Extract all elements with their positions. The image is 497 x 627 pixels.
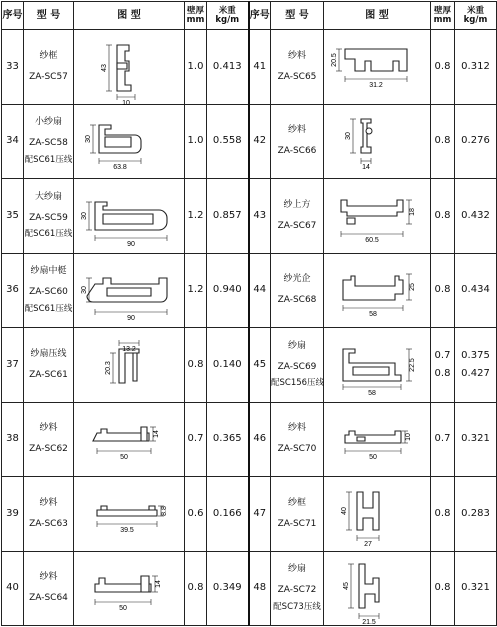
thickness-cell	[185, 253, 207, 328]
profile-code: ZA-SC60	[29, 287, 68, 298]
thickness-value: 1.2	[187, 284, 204, 296]
thickness-cell	[185, 328, 207, 403]
profile-name: 小纱扇	[34, 117, 62, 128]
header-thickness-unit-2: mm	[433, 14, 452, 25]
profile-code: ZA-SC59	[29, 212, 68, 223]
model-cell	[24, 104, 74, 179]
seq-number: 37	[2, 328, 24, 403]
profile-section-svg	[79, 331, 179, 399]
header-weight	[207, 2, 249, 30]
thickness-value: 0.8	[434, 209, 451, 221]
profile-drawing	[74, 30, 185, 105]
svg-text:58: 58	[369, 311, 377, 319]
table-row	[2, 328, 497, 403]
seq-number: 43	[249, 179, 271, 254]
profile-code: ZA-SC71	[277, 518, 317, 529]
svg-text:31.2: 31.2	[369, 81, 383, 89]
svg-text:20.5: 20.5	[331, 52, 338, 67]
model-cell	[271, 253, 324, 328]
model-cell	[24, 477, 74, 552]
svg-text:30: 30	[85, 135, 92, 144]
table-row	[2, 402, 497, 477]
svg-text:30: 30	[345, 132, 352, 141]
thickness-cell	[431, 402, 455, 477]
seq-number: 46	[249, 402, 271, 477]
header-row	[2, 2, 497, 30]
thickness-cell	[185, 30, 207, 105]
header-seq: 序号	[2, 2, 24, 30]
profile-drawing	[74, 477, 185, 552]
header-weight-unit-2: kg/m	[463, 14, 488, 25]
svg-text:45: 45	[343, 582, 350, 591]
svg-text:14: 14	[155, 580, 162, 589]
seq-number: 35	[2, 179, 24, 254]
header-thickness-label-2: 壁厚	[433, 5, 451, 16]
thickness-value: 0.7	[434, 349, 451, 361]
profile-section-svg	[79, 256, 179, 324]
svg-text:50: 50	[369, 454, 377, 462]
model-cell	[24, 402, 74, 477]
profile-section-svg	[327, 480, 427, 548]
weight-value: 0.276	[461, 135, 490, 147]
model-cell	[24, 179, 74, 254]
svg-text:58: 58	[368, 389, 376, 397]
svg-text:14: 14	[153, 430, 160, 439]
svg-text:50: 50	[120, 454, 128, 462]
svg-text:90: 90	[127, 240, 135, 248]
thickness-value: 0.8	[434, 367, 451, 379]
weight-value: 0.283	[461, 507, 490, 519]
profile-section-svg	[327, 33, 427, 101]
svg-text:25: 25	[409, 283, 416, 292]
profile-drawing	[74, 253, 185, 328]
table-row	[2, 477, 497, 552]
weight-value: 0.857	[212, 209, 242, 221]
thickness-cell	[185, 104, 207, 179]
weight-value: 0.558	[212, 135, 242, 147]
profile-code: ZA-SC66	[277, 146, 317, 157]
thickness-value: 0.7	[187, 433, 204, 445]
weight-value: 0.434	[461, 284, 490, 296]
weight-value: 0.375	[461, 349, 490, 361]
profile-section-svg	[327, 331, 427, 399]
thickness-value: 1.0	[187, 60, 204, 72]
model-cell	[271, 402, 324, 477]
profile-code: ZA-SC61	[29, 369, 68, 380]
weight-cell	[207, 551, 249, 626]
profile-section-svg	[327, 107, 427, 175]
seq-number: 34	[2, 104, 24, 179]
model-cell	[271, 30, 324, 105]
svg-text:50: 50	[119, 605, 127, 613]
model-cell	[24, 30, 74, 105]
thickness-value: 0.8	[434, 507, 451, 519]
profile-drawing	[324, 104, 431, 179]
profile-drawing	[74, 551, 185, 626]
thickness-value: 0.7	[434, 433, 451, 445]
thickness-value: 1.0	[187, 135, 204, 147]
profile-code: ZA-SC64	[29, 593, 68, 604]
profile-code: ZA-SC65	[277, 71, 317, 82]
thickness-cell	[431, 328, 455, 403]
profile-name: 纱料	[287, 50, 306, 61]
svg-text:20.3: 20.3	[105, 360, 112, 375]
svg-text:39.5: 39.5	[120, 526, 134, 534]
profile-drawing	[324, 551, 431, 626]
seq-number: 42	[249, 104, 271, 179]
header-thickness-unit: mm	[186, 14, 205, 25]
table-row	[2, 179, 497, 254]
thickness-cell	[431, 551, 455, 626]
thickness-cell	[431, 30, 455, 105]
weight-cell	[455, 30, 497, 105]
weight-cell	[455, 253, 497, 328]
profile-section-svg	[327, 405, 427, 473]
svg-text:14: 14	[362, 164, 370, 172]
svg-text:30: 30	[81, 286, 88, 295]
seq-number: 48	[249, 551, 271, 626]
seq-number: 33	[2, 30, 24, 105]
weight-cell	[207, 328, 249, 403]
profile-name: 纱扇中梃	[30, 266, 67, 277]
weight-cell	[207, 104, 249, 179]
weight-cell	[455, 477, 497, 552]
header-weight-unit: kg/m	[215, 14, 240, 25]
profile-code: ZA-SC72	[277, 585, 317, 596]
profile-drawing	[324, 30, 431, 105]
weight-value: 0.321	[461, 582, 490, 594]
profile-section-svg	[79, 554, 179, 622]
table-row	[2, 104, 497, 179]
profile-name: 大纱扇	[34, 191, 62, 202]
svg-text:10: 10	[405, 433, 412, 442]
profile-drawing	[324, 402, 431, 477]
profile-note: 配SC61压线	[24, 303, 73, 314]
weight-value: 0.312	[461, 60, 490, 72]
svg-text:30: 30	[81, 211, 88, 220]
weight-cell	[455, 328, 497, 403]
svg-text:18: 18	[409, 207, 416, 216]
model-cell	[24, 551, 74, 626]
profile-section-svg	[79, 182, 179, 250]
header-weight-label-2: 米重	[466, 5, 484, 16]
profile-name: 纱料	[39, 423, 58, 434]
profile-note: 配SC73压线	[273, 601, 321, 612]
profile-section-svg	[327, 554, 427, 627]
weight-value: 0.365	[212, 433, 242, 445]
thickness-cell	[431, 104, 455, 179]
profile-name: 纱扇	[287, 340, 306, 351]
svg-text:43: 43	[101, 63, 108, 72]
thickness-cell	[185, 551, 207, 626]
thickness-value: 1.2	[187, 209, 204, 221]
header-thickness-2	[431, 2, 455, 30]
profile-code: ZA-SC63	[29, 518, 68, 529]
weight-cell	[207, 253, 249, 328]
weight-value: 0.349	[212, 582, 242, 594]
table-row	[2, 253, 497, 328]
seq-number: 41	[249, 30, 271, 105]
profile-code: ZA-SC68	[277, 295, 317, 306]
weight-value: 0.432	[461, 209, 490, 221]
model-cell	[271, 551, 324, 626]
weight-value: 0.427	[461, 367, 490, 379]
weight-value: 0.140	[212, 358, 242, 370]
table-row	[2, 30, 497, 105]
model-cell	[24, 328, 74, 403]
profile-name: 纱光企	[283, 274, 311, 285]
profile-code: ZA-SC62	[29, 444, 68, 455]
profile-name: 纱框	[287, 497, 306, 508]
profile-note: 配SC61压线	[24, 229, 73, 240]
thickness-value: 0.8	[187, 358, 204, 370]
profile-name: 纱料	[287, 125, 306, 136]
weight-value: 0.940	[212, 284, 242, 296]
profile-name: 纱料	[39, 572, 58, 583]
thickness-value: 0.8	[434, 284, 451, 296]
header-model: 型 号	[24, 2, 74, 30]
profile-section-svg	[79, 107, 179, 175]
svg-text:8.8: 8.8	[161, 505, 168, 516]
seq-number: 40	[2, 551, 24, 626]
thickness-value: 0.8	[434, 135, 451, 147]
model-cell	[271, 328, 324, 403]
header-model-2: 型 号	[271, 2, 324, 30]
thickness-value: 0.6	[187, 507, 204, 519]
table-body	[2, 30, 497, 626]
profile-name: 纱上方	[283, 199, 311, 210]
profile-section-svg	[327, 256, 427, 324]
model-cell	[24, 253, 74, 328]
profile-section-svg	[79, 33, 179, 107]
thickness-value: 0.8	[434, 582, 451, 594]
svg-text:60.5: 60.5	[365, 236, 379, 244]
model-cell	[271, 179, 324, 254]
profile-drawing	[324, 477, 431, 552]
table-row	[2, 551, 497, 626]
profile-drawing	[74, 104, 185, 179]
model-cell	[271, 477, 324, 552]
header-weight-2	[455, 2, 497, 30]
profile-drawing	[324, 328, 431, 403]
thickness-cell	[185, 477, 207, 552]
svg-text:10: 10	[122, 99, 130, 107]
profile-drawing	[74, 328, 185, 403]
profile-drawing	[74, 179, 185, 254]
profile-name: 纱料	[287, 423, 306, 434]
seq-number: 44	[249, 253, 271, 328]
weight-value: 0.321	[461, 433, 490, 445]
svg-text:13.2: 13.2	[122, 345, 136, 353]
seq-number: 39	[2, 477, 24, 552]
weight-value: 0.166	[212, 507, 242, 519]
profile-code: ZA-SC57	[29, 71, 68, 82]
svg-text:40: 40	[341, 506, 348, 515]
profile-name: 纱框	[39, 50, 58, 61]
thickness-cell	[431, 253, 455, 328]
weight-cell	[455, 179, 497, 254]
thickness-cell	[185, 179, 207, 254]
svg-text:22.5: 22.5	[409, 357, 416, 372]
thickness-value: 0.8	[187, 582, 204, 594]
seq-number: 45	[249, 328, 271, 403]
profile-section-svg	[79, 480, 179, 548]
model-cell	[271, 104, 324, 179]
weight-cell	[455, 104, 497, 179]
profile-name: 纱扇压线	[30, 348, 67, 359]
weight-cell	[455, 402, 497, 477]
weight-cell	[455, 551, 497, 626]
profile-code: ZA-SC69	[277, 361, 317, 372]
profile-spec-table	[1, 1, 497, 626]
profile-code: ZA-SC58	[29, 138, 68, 149]
thickness-cell	[185, 402, 207, 477]
profile-code: ZA-SC67	[277, 220, 317, 231]
profile-note: 配SC61压线	[24, 154, 73, 165]
profile-note: 配SC156压线	[271, 378, 325, 389]
profile-name: 纱料	[39, 497, 58, 508]
seq-number: 36	[2, 253, 24, 328]
weight-cell	[207, 179, 249, 254]
profile-drawing	[74, 402, 185, 477]
svg-text:63.8: 63.8	[113, 164, 127, 172]
header-seq-2: 序号	[249, 2, 271, 30]
header-figure: 图 型	[74, 2, 185, 30]
seq-number: 38	[2, 402, 24, 477]
profile-code: ZA-SC70	[277, 444, 317, 455]
weight-cell	[207, 402, 249, 477]
thickness-cell	[431, 477, 455, 552]
header-thickness	[185, 2, 207, 30]
seq-number: 47	[249, 477, 271, 552]
weight-cell	[207, 477, 249, 552]
profile-section-svg	[79, 405, 179, 473]
profile-drawing	[324, 179, 431, 254]
svg-text:21.5: 21.5	[362, 619, 376, 627]
thickness-value: 0.8	[434, 60, 451, 72]
profile-section-svg	[327, 182, 427, 250]
svg-text:27: 27	[364, 540, 372, 548]
thickness-cell	[431, 179, 455, 254]
header-weight-label: 米重	[218, 5, 236, 16]
svg-text:90: 90	[127, 315, 135, 323]
header-figure-2: 图 型	[324, 2, 431, 30]
profile-drawing	[324, 253, 431, 328]
weight-value: 0.413	[212, 60, 242, 72]
weight-cell	[207, 30, 249, 105]
profile-name: 纱扇	[287, 564, 306, 575]
header-thickness-label: 壁厚	[186, 5, 204, 16]
